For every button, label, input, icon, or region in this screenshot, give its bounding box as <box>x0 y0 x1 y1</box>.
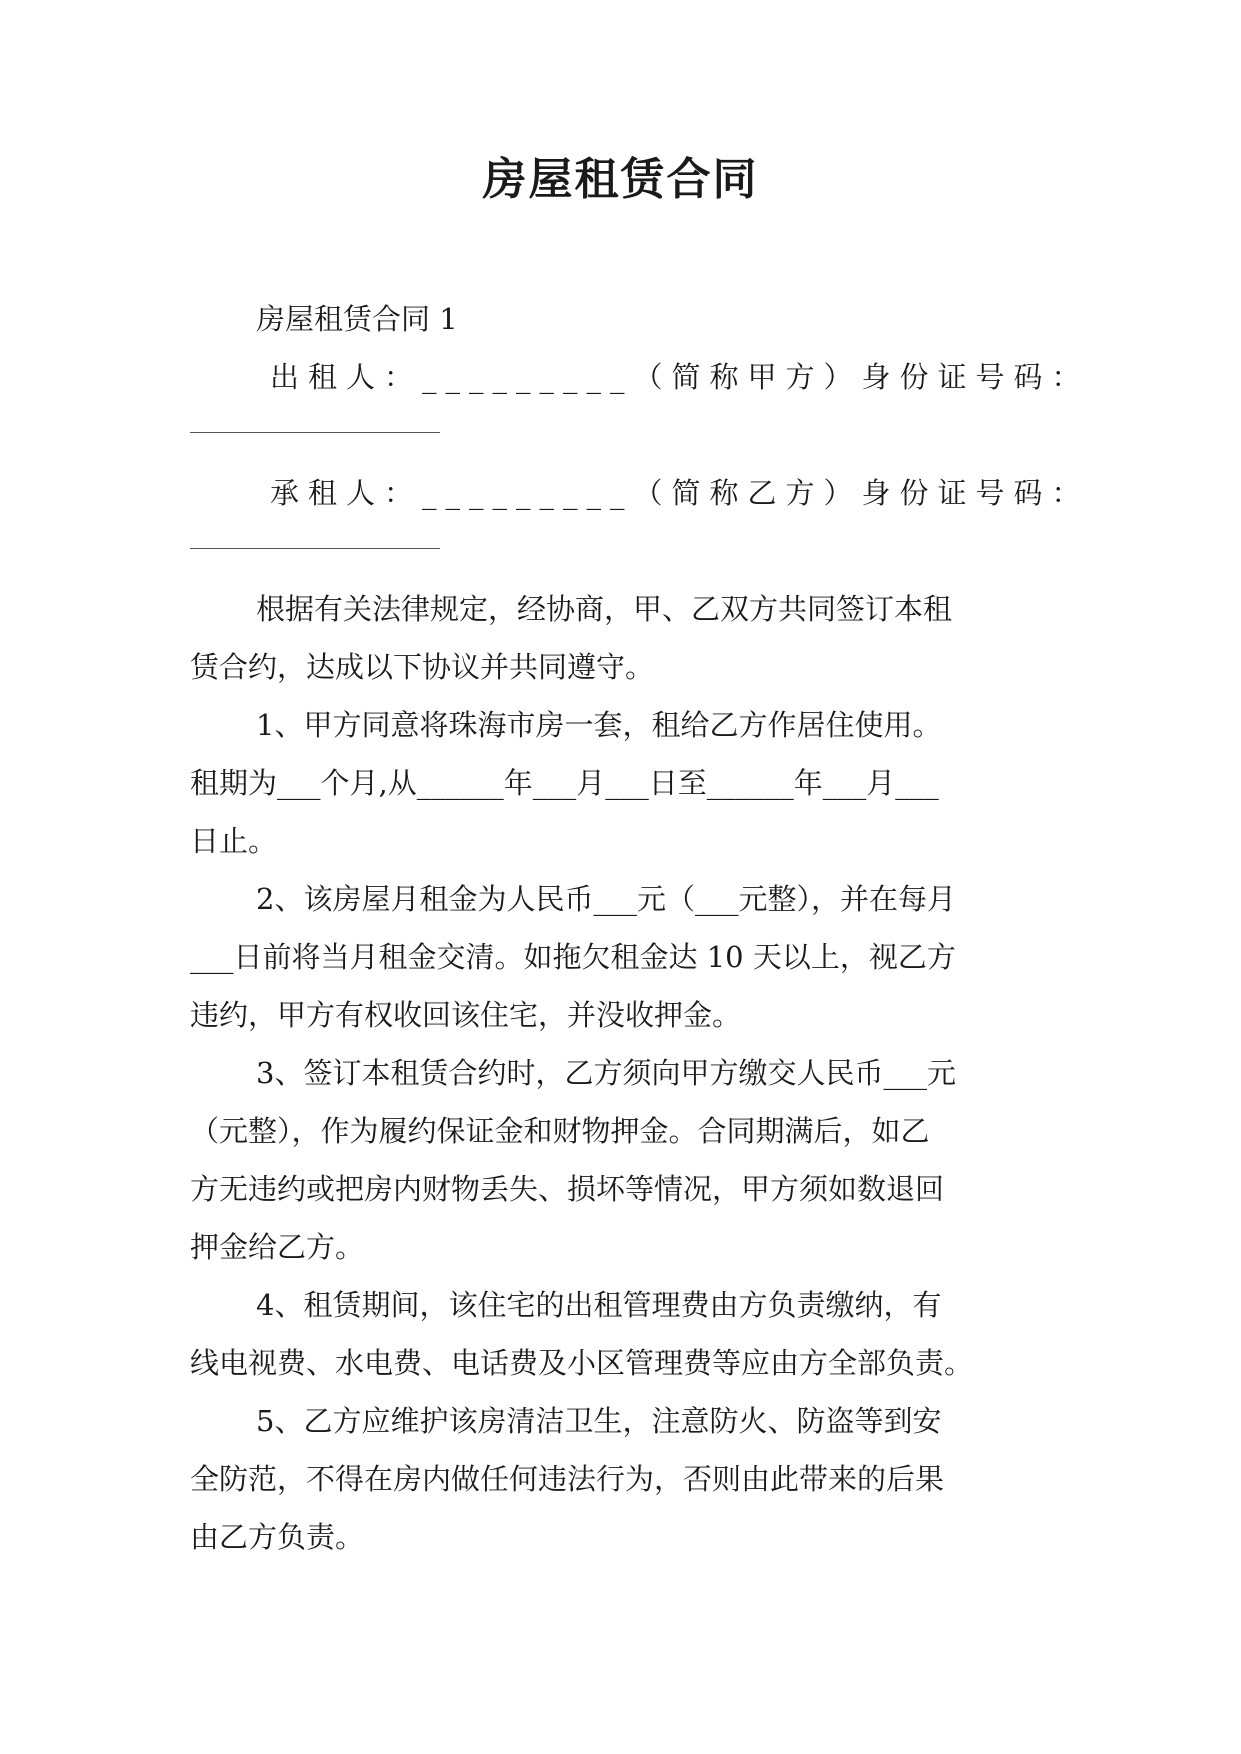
paragraph-line: 日止。 <box>190 824 278 858</box>
paragraph-intro <box>190 580 1052 696</box>
paragraph-line: 线电视费、水电费、电话费及小区管理费等应由方全部负责。 <box>190 1346 974 1380</box>
lessee-id-blank <box>190 522 1052 580</box>
document-body <box>190 290 1090 1566</box>
paragraph-line: 租期为___个月,从______年___月___日至______年___月___ <box>190 766 939 800</box>
paragraph-line: 1、甲方同意将珠海市房一套，租给乙方作居住使用。 <box>256 708 942 742</box>
paragraph-line: 2、该房屋月租金为人民币___元（___元整），并在每月 <box>256 882 956 916</box>
lessor-id-blank <box>190 406 1052 464</box>
paragraph-line: 4、租赁期间，该住宅的出租管理费由方负责缴纳，有 <box>256 1288 942 1322</box>
blank-rule <box>190 548 440 549</box>
contract-subtitle: 房屋租赁合同 1 <box>256 302 458 336</box>
lessee-line: 承租人：_________（简称乙方）身份证号码： <box>270 476 1090 510</box>
paragraph-clause-4 <box>190 1276 1052 1392</box>
paragraph-line: 3、签订本租赁合约时，乙方须向甲方缴交人民币___元 <box>256 1056 956 1090</box>
paragraph-line: 方无违约或把房内财物丢失、损坏等情况，甲方须如数退回 <box>190 1172 945 1206</box>
paragraph-line: 违约，甲方有权收回该住宅，并没收押金。 <box>190 998 742 1032</box>
paragraph-clause-2 <box>190 870 1052 1044</box>
paragraph-clause-5 <box>190 1392 1052 1566</box>
paragraph-line: 根据有关法律规定，经协商，甲、乙双方共同签订本租 <box>256 592 953 626</box>
paragraph-line: 全防范，不得在房内做任何违法行为，否则由此带来的后果 <box>190 1462 945 1496</box>
paragraph-line: ___日前将当月租金交清。如拖欠租金达 10 天以上，视乙方 <box>190 940 956 974</box>
paragraph-line: 赁合约，达成以下协议并共同遵守。 <box>190 650 655 684</box>
paragraph-line: （元整），作为履约保证金和财物押金。合同期满后，如乙 <box>190 1114 930 1148</box>
paragraph-clause-1 <box>190 696 1052 870</box>
document-title: 房屋租赁合同 <box>482 154 759 205</box>
blank-rule <box>190 432 440 433</box>
paragraph-line: 由乙方负责。 <box>190 1520 365 1554</box>
paragraph-clause-3 <box>190 1044 1052 1276</box>
paragraph-line: 押金给乙方。 <box>190 1230 365 1264</box>
lessor-line: 出租人：_________（简称甲方）身份证号码： <box>270 360 1090 394</box>
paragraph-line: 5、乙方应维护该房清洁卫生，注意防火、防盗等到安 <box>256 1404 942 1438</box>
